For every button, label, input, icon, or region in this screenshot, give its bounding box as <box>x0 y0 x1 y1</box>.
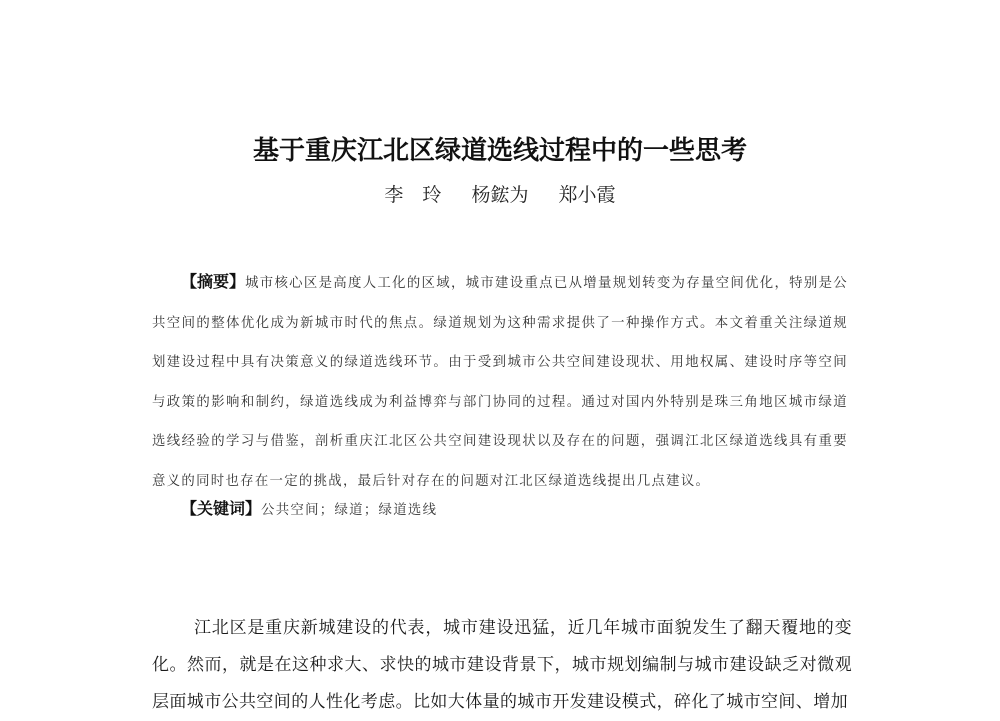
paper-title: 基于重庆江北区绿道选线过程中的一些思考 <box>252 136 747 166</box>
author-name: 李 玲 <box>384 184 442 206</box>
author-name: 杨鋐为 <box>471 184 529 206</box>
abstract-section <box>152 262 848 502</box>
keywords-label: 【关键词】 <box>181 499 262 518</box>
keywords-text: 公共空间；绿道；绿道选线 <box>261 503 438 518</box>
body-paragraph: 江北区是重庆新城建设的代表，城市建设迅猛，近几年城市面貌发生了翻天覆地的变化。然而，就是在这种求大、求快的城市建设背景下，城市规划编制与城市建设缺乏对微观层面城市公共空间的人性化考虑。比如大体量的城市开发建设模式，碎化了城市空间、增加 <box>152 618 852 712</box>
author-list <box>0 180 1000 207</box>
abstract-text: 城市核心区是高度人工化的区域，城市建设重点已从增量规划转变为存量空间优化，特别是公共空间的整体优化成为新城市时代的焦点。绿道规划为这种需求提供了一种操作方式。本文着重关注绿道规划建设过程中具有决策意义的绿道选线环节。由于受到城市公共空间建设现状、用地权属、建设时序等空间与政策的影响和制约，绿道选线成为利益博弈与部门协同的过程。通过对国内外特别是珠三角地区城市绿道选线经验的学习与借鉴，剖析重庆江北区公共空间建设现状以及存在的问题，强调江北区绿道选线具有重要意义的同时也存在一定的挑战，最后针对存在的问题对江北区绿道选线提出几点建议。 <box>152 276 848 489</box>
abstract-label: 【摘要】 <box>181 272 246 291</box>
author-name: 郑小霞 <box>558 184 616 206</box>
keywords-section <box>181 496 437 519</box>
